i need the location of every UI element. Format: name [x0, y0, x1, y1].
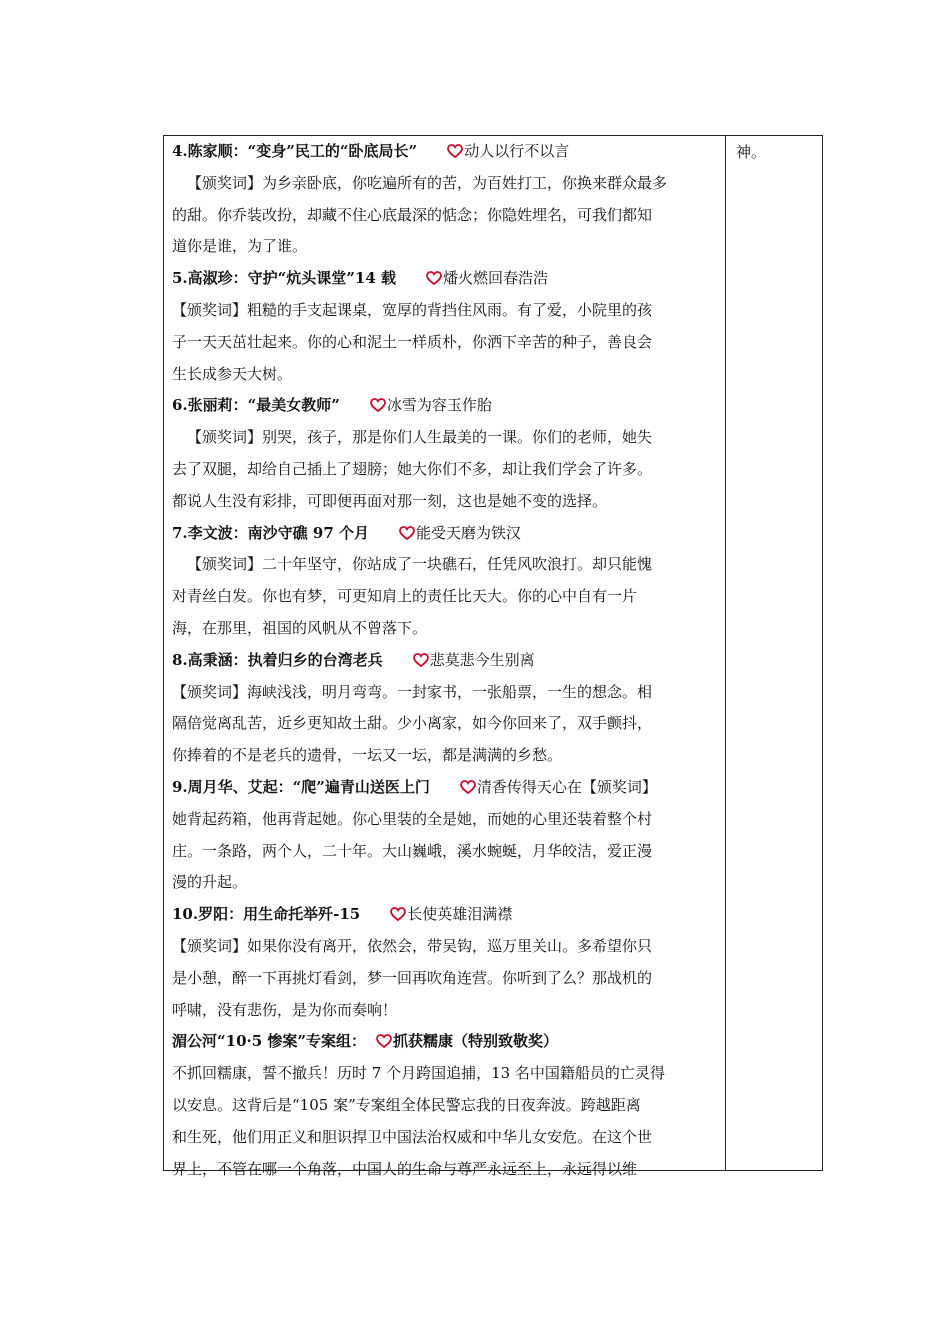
entry-text-line: 海，在那里，祖国的风帆从不曾落下。 [172, 618, 428, 637]
entry-text-line: 呼啸，没有悲伤，是为你而奏响！ [172, 1000, 398, 1019]
entry-motto: 冰雪为容玉作胎 [386, 396, 492, 415]
heart-icon [370, 398, 386, 412]
entry-text-line: 【颁奖词】海峡浅浅，明月弯弯。一封家书，一张船票，一生的想念。相 [172, 682, 653, 701]
entry-text-line: 你捧着的不是老兵的遗骨，一坛又一坛，都是满满的乡愁。 [172, 746, 563, 765]
entry-title-row [172, 136, 720, 168]
entry-text-line: 子一天天茁壮起来。你的心和泥土一样质朴，你洒下辛苦的种子，善良会 [172, 332, 653, 351]
heart-icon [447, 144, 463, 158]
entry-title-row [172, 1026, 720, 1058]
entry-text-line: 【颁奖词】二十年坚守，你站成了一块礁石，任凭风吹浪打。却只能愧 [187, 555, 653, 574]
entry-title-row [172, 518, 720, 550]
entry-text-line: 庄。一条路，两个人，二十年。大山巍峨，溪水蜿蜒，月华皎洁，爱正漫 [172, 841, 653, 860]
document-table [163, 135, 823, 1178]
entry-text-line: 漫的升起。 [172, 873, 248, 892]
entry-text-line: 去了双腿，却给自己插上了翅膀；她大你们不多，却让我们学会了许多。 [172, 459, 653, 478]
entry-title: 6.张丽莉：“最美女教师” [172, 396, 340, 415]
entry-title-row [172, 899, 720, 931]
entry-title: 9.周月华、艾起：“爬”遍青山送医上门 [172, 777, 430, 796]
column-divider [725, 136, 726, 1170]
entry-text-line: 的甜。你乔装改扮，却藏不住心底最深的惦念；你隐姓埋名，可我们都知 [172, 205, 653, 224]
entry-motto: 长使英雄泪满襟 [407, 905, 513, 924]
entry-title-row [172, 645, 720, 677]
entry-title: 5.高淑珍：守护“炕头课堂”14 载 [172, 269, 397, 288]
entry-title: 8.高秉涵：执着归乡的台湾老兵 [172, 650, 383, 669]
entry-text-line: 【颁奖词】如果你没有离开，依然会，带吴钩，巡万里关山。多希望你只 [172, 936, 653, 955]
entry-text-line: 不抓回糯康，誓不撤兵！历时 7 个月跨国追捕，13 名中国籍船员的亡灵得 [172, 1064, 665, 1083]
entry-text-line: 是小憩，醉一下再挑灯看剑，梦一回再吹角连营。你听到了么？那战机的 [172, 968, 653, 987]
heart-icon [460, 780, 476, 794]
right-column-text: 神。 [736, 143, 767, 161]
entry-title: 7.李文波：南沙守礁 97 个月 [172, 523, 369, 542]
entry-motto: 清香传得天心在【颁奖词】 [476, 777, 657, 796]
entry-text-line: 生长成参天大树。 [172, 364, 293, 383]
entry-motto: 悲莫悲今生别离 [429, 650, 535, 669]
entry-title-row [172, 263, 720, 295]
entry-text-line: 【颁奖词】粗糙的手支起课桌，宽厚的背挡住风雨。有了爱，小院里的孩 [172, 300, 653, 319]
entry-motto: 能受天磨为铁汉 [415, 523, 521, 542]
entry-text-line: 都说人生没有彩排，可即便再面对那一刻，这也是她不变的选择。 [172, 491, 608, 510]
entry-motto: 燔火燃回春浩浩 [443, 269, 549, 288]
entry-text-line: 道你是谁，为了谁。 [172, 237, 308, 256]
heart-icon [426, 271, 442, 285]
entry-motto: 动人以行不以言 [464, 142, 570, 160]
heart-icon [390, 907, 406, 921]
entry-motto: 抓获糯康（特别致敬奖） [393, 1032, 559, 1051]
right-column-cell [736, 140, 816, 164]
entry-text-line: 隔倍觉离乱苦，近乡更知故土甜。少小离家，如今你回来了，双手颤抖， [172, 714, 653, 733]
entry-title-row [172, 390, 720, 422]
entry-title: 4.陈家顺：“变身”民工的“卧底局长” [172, 142, 418, 160]
heart-icon [413, 653, 429, 667]
entry-title: 湄公河“10·5 惨案”专案组： [172, 1032, 367, 1051]
entry-text-line: 对青丝白发。你也有梦，可更知肩上的责任比天大。你的心中自有一片 [172, 587, 638, 606]
entry-text-line: 【颁奖词】别哭，孩子，那是你们人生最美的一课。你们的老师，她失 [187, 428, 653, 447]
entry-text-line: 【颁奖词】为乡亲卧底，你吃遍所有的苦，为百姓打工，你换来群众最多 [187, 173, 668, 192]
main-column-cell [172, 136, 720, 1185]
entry-text-line: 以安息。这背后是“105 案”专案组全体民警忘我的日夜奔波。跨越距离 [172, 1095, 641, 1114]
entry-title-row [172, 772, 720, 804]
heart-icon [399, 526, 415, 540]
entry-text-line: 界上，不管在哪一个角落，中国人的生命与尊严永远至上，永远得以维 [172, 1159, 638, 1178]
entry-text-line: 和生死，他们用正义和胆识捍卫中国法治权威和中华儿女安危。在这个世 [172, 1127, 653, 1146]
entry-text-line: 她背起药箱，他再背起她。你心里装的全是她，而她的心里还装着整个村 [172, 809, 653, 828]
heart-icon [376, 1034, 392, 1048]
entry-title: 10.罗阳：用生命托举歼-15 [172, 905, 361, 924]
